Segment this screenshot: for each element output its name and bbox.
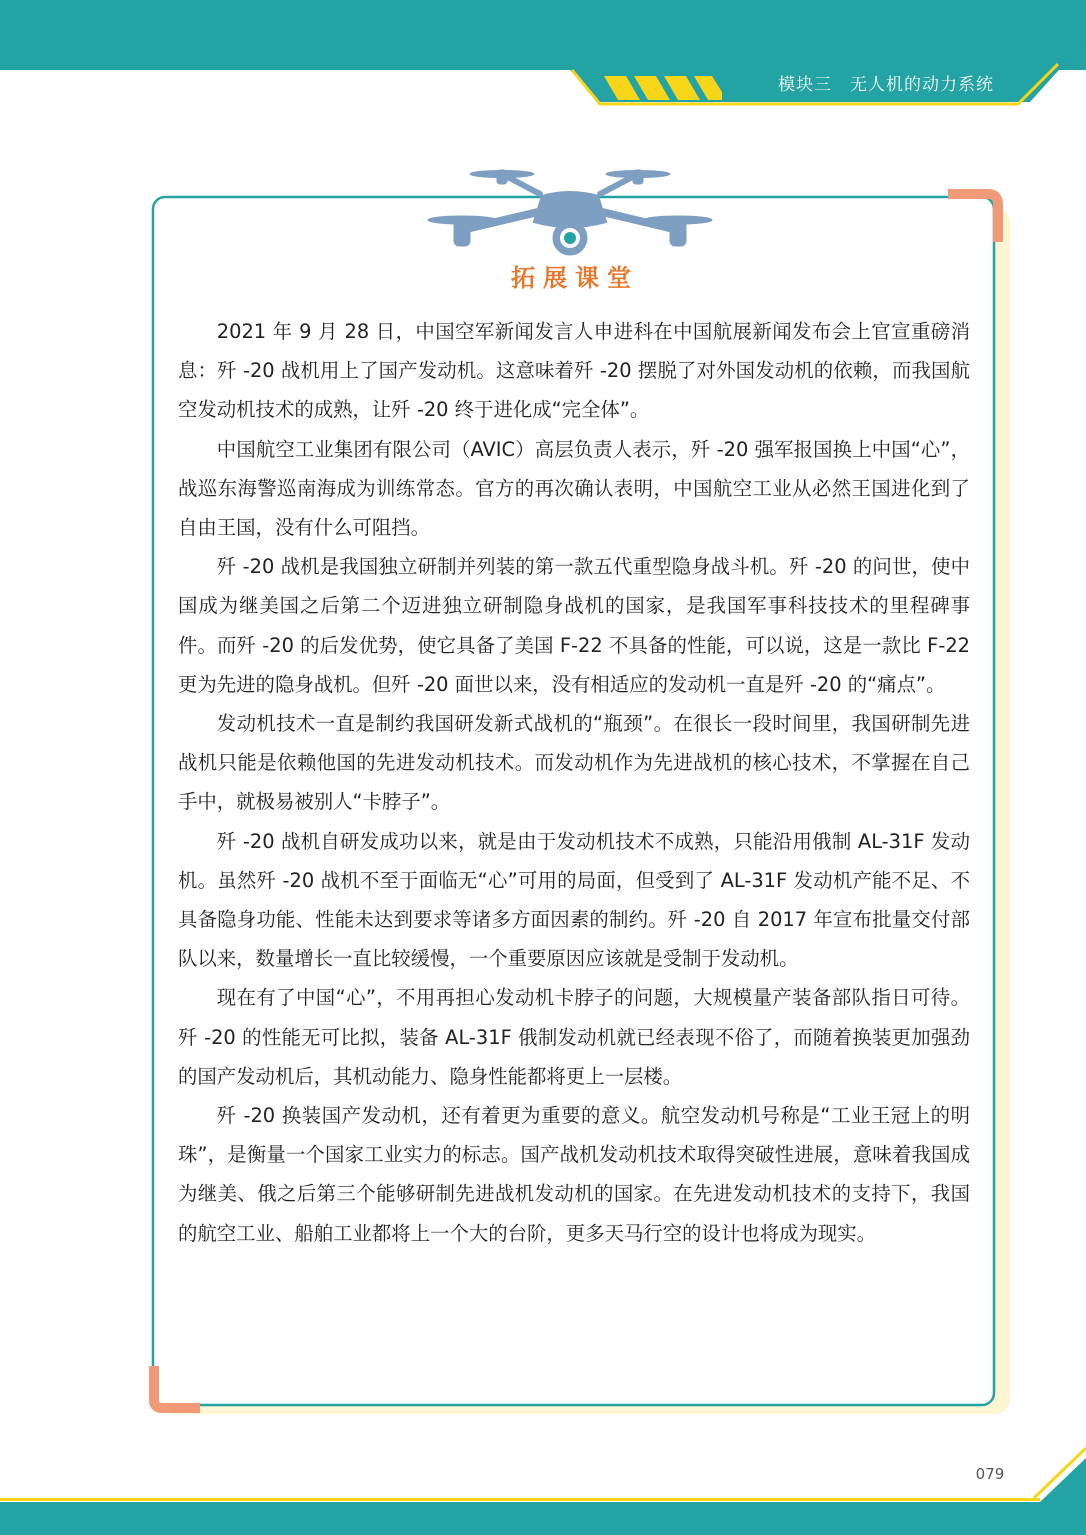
footer-corner [1040, 1458, 1086, 1502]
drone-icon [420, 152, 720, 262]
paragraph: 现在有了中国“心”，不用再担心发动机卡脖子的问题，大规模量产装备部队指日可待。歼 -20 的性能无可比拟，装备 AL-31F 俄制发动机就已经表现不俗了，而随着换装更加强劲的国产发动机后，其机动能力、隐身性能都将更上一层楼。 [178, 986, 970, 1088]
paragraph: 2021 年 9 月 28 日，中国空军新闻发言人申进科在中国航展新闻发布会上官宣重磅消息：歼 -20 战机用上了国产发动机。这意味着歼 -20 摆脱了对外国发动机的依赖，而我国航空发动机技术的成熟，让歼 -20 终于进化成“完全体”。 [178, 320, 970, 422]
footer-band [0, 1430, 1086, 1535]
paragraph: 发动机技术一直是制约我国研发新式战机的“瓶颈”。在很长一段时间里，我国研制先进战机只能是依赖他国的先进发动机技术。而发动机作为先进战机的核心技术，不掌握在自己手中，就极易被别人“卡脖子”。 [178, 712, 970, 814]
paragraph: 歼 -20 战机是我国独立研制并列装的第一款五代重型隐身战斗机。歼 -20 的问世，使中国成为继美国之后第二个迈进独立研制隐身战机的国家，是我国军事科技技术的里程碑事件。而歼 -20 的后发优势，使它具备了美国 F-22 不具备的性能，可以说，这是一款比 F-22 更为先进的隐身战机。但歼 -20 面世以来，没有相适应的发动机一直是歼 -20 的“痛点”。 [178, 555, 970, 696]
header-top-band [0, 0, 1086, 70]
paragraph: 歼 -20 战机自研发成功以来，就是由于发动机技术不成熟，只能沿用俄制 AL-31F 发动机。虽然歼 -20 战机不至于面临无“心”可用的局面，但受到了 AL-31F 发动机产能不足、不具备隐身功能、性能未达到要求等诸多方面因素的制约。歼 -20 自 2017 年宣布批量交付部队以来，数量增长一直比较缓慢，一个重要原因应该就是受制于发动机。 [178, 829, 970, 971]
paragraph: 中国航空工业集团有限公司（AVIC）高层负责人表示，歼 -20 强军报国换上中国“心”，战巡东海警巡南海成为训练常态。官方的再次确认表明，中国航空工业从必然王国进化到了自由王国，没有什么可阻挡。 [178, 437, 970, 540]
footer-yellow-line [0, 1498, 1040, 1501]
article-body [178, 312, 970, 1253]
module-title: 模块三 无人机的动力系统 [778, 75, 994, 95]
box-title: 拓展课堂 [511, 264, 639, 292]
footer-bottom-band [0, 1502, 1086, 1535]
page-number: 079 [975, 1465, 1005, 1483]
paragraph: 歼 -20 换装国产发动机，还有着更为重要的意义。航空发动机号称是“工业王冠上的明珠”，是衡量一个国家工业实力的标志。国产战机发动机技术取得突破性进展，意味着我国成为继美、俄之后第三个能够研制先进战机发动机的国家。在先进发动机技术的支持下，我国的航空工业、船舶工业都将上一个大的台阶，更多天马行空的设计也将成为现实。 [178, 1104, 970, 1245]
